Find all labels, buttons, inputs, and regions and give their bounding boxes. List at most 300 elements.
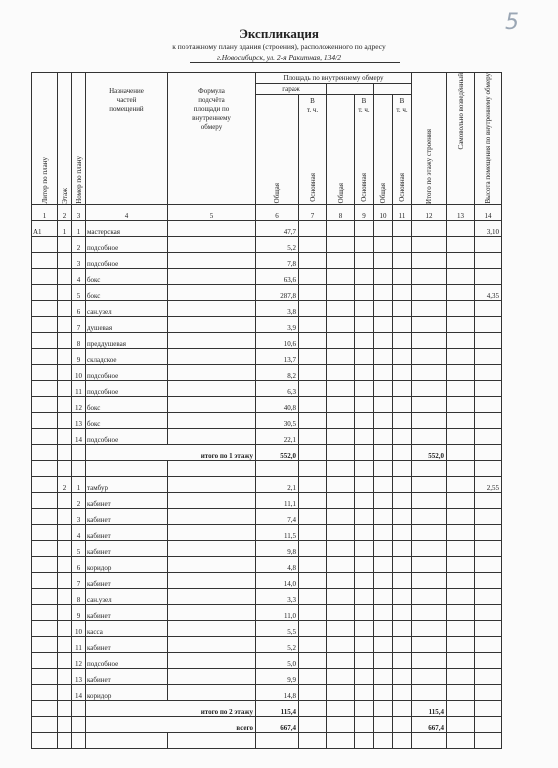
litera-cell <box>32 572 58 588</box>
floor-total-cell <box>412 556 447 572</box>
litera-cell <box>32 268 58 284</box>
table-row <box>32 620 502 636</box>
col-number: 5 <box>168 204 256 220</box>
header-garage: гараж <box>256 84 327 94</box>
empty-area-cell <box>355 316 374 332</box>
self-built-cell <box>447 428 475 444</box>
room-number-cell: 6 <box>72 556 86 572</box>
self-built-cell <box>447 620 475 636</box>
floor-total-cell <box>412 572 447 588</box>
col-number: 4 <box>86 204 168 220</box>
floor-cell <box>58 588 72 604</box>
empty-cell <box>374 732 393 748</box>
empty-area-cell <box>374 380 393 396</box>
floor-cell: 2 <box>58 476 72 492</box>
room-name-cell: коридор <box>86 556 168 572</box>
room-name-cell: бокс <box>86 396 168 412</box>
table-row <box>32 268 502 284</box>
empty-area-cell <box>299 364 327 380</box>
header-number: Номер по плану <box>74 155 83 204</box>
litera-cell <box>32 300 58 316</box>
formula-cell <box>168 572 256 588</box>
empty-area-cell <box>393 684 412 700</box>
floor-cell <box>58 236 72 252</box>
formula-cell <box>168 492 256 508</box>
empty-area-cell <box>393 476 412 492</box>
floor-total-cell <box>412 524 447 540</box>
empty-area-cell <box>327 428 355 444</box>
floor-total-cell <box>412 348 447 364</box>
empty-area-cell <box>374 444 393 460</box>
empty-area-cell <box>374 604 393 620</box>
empty-cell <box>86 460 168 476</box>
self-built-cell <box>447 684 475 700</box>
room-name-cell: тамбур <box>86 476 168 492</box>
room-name-cell: сан.узел <box>86 300 168 316</box>
room-number-cell: 10 <box>72 620 86 636</box>
empty-area-cell <box>355 412 374 428</box>
empty-area-cell <box>327 300 355 316</box>
height-cell <box>475 428 502 444</box>
height-cell <box>475 364 502 380</box>
empty-area-cell <box>374 332 393 348</box>
floor-cell <box>58 428 72 444</box>
total-area: 115,4 <box>256 700 299 716</box>
empty-area-cell <box>355 428 374 444</box>
header-self-built: Самовольно возведённый <box>456 73 465 150</box>
empty-area-cell <box>327 236 355 252</box>
area-total-cell: 3,9 <box>256 316 299 332</box>
floor1-total-row <box>32 444 502 460</box>
empty-area-cell <box>327 604 355 620</box>
empty-area-cell <box>393 636 412 652</box>
header-col-total-2: Общая <box>336 183 345 204</box>
height-cell <box>475 604 502 620</box>
empty-area-cell <box>374 668 393 684</box>
total-floor: 115,4 <box>412 700 447 716</box>
formula-cell <box>168 236 256 252</box>
area-total-cell: 22,1 <box>256 428 299 444</box>
empty-area-cell <box>355 620 374 636</box>
empty-area-cell <box>299 444 327 460</box>
empty-area-cell <box>355 716 374 732</box>
room-number-cell: 7 <box>72 572 86 588</box>
empty-cell <box>412 732 447 748</box>
table-row <box>32 300 502 316</box>
document-title: Экспликация <box>239 26 319 41</box>
empty-area-cell <box>327 684 355 700</box>
litera-cell <box>32 508 58 524</box>
formula-cell <box>168 556 256 572</box>
column-number-row <box>32 204 502 220</box>
empty-area-cell <box>299 284 327 300</box>
self-built-cell <box>447 284 475 300</box>
empty-cell <box>447 460 475 476</box>
empty-area-cell <box>299 492 327 508</box>
formula-cell <box>168 668 256 684</box>
room-number-cell: 12 <box>72 652 86 668</box>
area-total-cell: 9,9 <box>256 668 299 684</box>
empty-cell <box>72 460 86 476</box>
table-row <box>32 380 502 396</box>
table-row <box>32 636 502 652</box>
grand-total-row <box>32 716 502 732</box>
empty-area-cell <box>374 476 393 492</box>
room-name-cell: кабинет <box>86 540 168 556</box>
room-number-cell: 5 <box>72 540 86 556</box>
empty-area-cell <box>299 236 327 252</box>
self-built-cell <box>447 236 475 252</box>
area-total-cell: 13,7 <box>256 348 299 364</box>
empty-area-cell <box>355 556 374 572</box>
room-name-cell: кабинет <box>86 604 168 620</box>
table-row <box>32 396 502 412</box>
empty-area-cell <box>355 268 374 284</box>
header-purpose: Назначение частей помещений <box>86 73 168 205</box>
table-row <box>32 332 502 348</box>
area-total-cell: 9,8 <box>256 540 299 556</box>
table-row <box>32 412 502 428</box>
room-number-cell: 8 <box>72 332 86 348</box>
formula-cell <box>168 620 256 636</box>
floor-total-cell <box>412 236 447 252</box>
empty-cell <box>72 444 86 460</box>
room-name-cell: бокс <box>86 412 168 428</box>
col-number: 7 <box>299 204 327 220</box>
height-cell <box>475 396 502 412</box>
litera-cell <box>32 668 58 684</box>
litera-cell: А1 <box>32 220 58 236</box>
litera-cell <box>32 332 58 348</box>
address: г.Новосибирск, ул. 2-я Ракитная, 134/2 <box>217 53 341 62</box>
table-row <box>32 316 502 332</box>
floor-total-cell <box>412 428 447 444</box>
header-area-group: Площадь по внутреннему обмеру <box>256 73 412 84</box>
empty-cell <box>256 732 299 748</box>
table-row <box>32 588 502 604</box>
area-total-cell: 5,0 <box>256 652 299 668</box>
document-subtitle: к поэтажному плану здания (строения), расположенного по адресу <box>172 42 386 51</box>
self-built-cell <box>447 332 475 348</box>
area-total-cell: 7,8 <box>256 252 299 268</box>
empty-cell <box>32 444 58 460</box>
empty-area-cell <box>355 572 374 588</box>
room-name-cell: сан.узел <box>86 588 168 604</box>
room-number-cell: 4 <box>72 524 86 540</box>
floor-cell <box>58 652 72 668</box>
table-row <box>32 684 502 700</box>
area-total-cell: 14,0 <box>256 572 299 588</box>
empty-area-cell <box>393 668 412 684</box>
empty-area-cell <box>299 524 327 540</box>
empty-area-cell <box>374 284 393 300</box>
header-row-1 <box>32 73 502 84</box>
floor-cell <box>58 364 72 380</box>
empty-area-cell <box>393 268 412 284</box>
self-built-cell <box>447 508 475 524</box>
empty-area-cell <box>299 396 327 412</box>
empty-area-cell <box>327 508 355 524</box>
area-total-cell: 4,8 <box>256 556 299 572</box>
height-cell <box>475 348 502 364</box>
floor-cell <box>58 492 72 508</box>
floor-cell <box>58 556 72 572</box>
empty-area-cell <box>374 572 393 588</box>
floor-cell <box>58 508 72 524</box>
floor-cell <box>58 252 72 268</box>
self-built-cell <box>447 588 475 604</box>
empty-area-cell <box>327 492 355 508</box>
header-litera: Литер по плану <box>40 157 49 204</box>
empty-area-cell <box>355 492 374 508</box>
empty-cell <box>58 716 72 732</box>
empty-area-cell <box>299 716 327 732</box>
empty-cell <box>58 732 72 748</box>
room-name-cell: кабинет <box>86 492 168 508</box>
empty-area-cell <box>299 508 327 524</box>
empty-area-cell <box>355 332 374 348</box>
formula-cell <box>168 604 256 620</box>
room-name-cell: касса <box>86 620 168 636</box>
area-total-cell: 5,2 <box>256 236 299 252</box>
empty-area-cell <box>327 652 355 668</box>
floor-total-cell <box>412 364 447 380</box>
empty-cell <box>256 460 299 476</box>
empty-area-cell <box>327 540 355 556</box>
empty-area-cell <box>299 220 327 236</box>
empty-area-cell <box>374 684 393 700</box>
empty-cell <box>72 700 86 716</box>
empty-cell <box>299 460 327 476</box>
room-name-cell: кабинет <box>86 668 168 684</box>
height-cell <box>475 492 502 508</box>
empty-cell <box>58 700 72 716</box>
empty-area-cell <box>393 348 412 364</box>
room-name-cell: кабинет <box>86 508 168 524</box>
litera-cell <box>32 652 58 668</box>
empty-area-cell <box>299 252 327 268</box>
litera-cell <box>32 364 58 380</box>
empty-cell <box>355 460 374 476</box>
empty-area-cell <box>374 700 393 716</box>
empty-area-cell <box>393 444 412 460</box>
empty-area-cell <box>327 700 355 716</box>
explication-table <box>31 72 502 749</box>
empty-area-cell <box>393 556 412 572</box>
floor-total-cell <box>412 620 447 636</box>
empty-area-cell <box>299 620 327 636</box>
empty-area-cell <box>327 636 355 652</box>
area-total-cell: 2,1 <box>256 476 299 492</box>
col-number: 6 <box>256 204 299 220</box>
height-cell <box>475 508 502 524</box>
empty-area-cell <box>299 332 327 348</box>
blank-row <box>32 732 502 748</box>
empty-area-cell <box>393 316 412 332</box>
litera-cell <box>32 252 58 268</box>
header-col-total-3: Общая <box>379 183 387 204</box>
empty-area-cell <box>355 540 374 556</box>
empty-area-cell <box>299 540 327 556</box>
area-total-cell: 6,3 <box>256 380 299 396</box>
formula-cell <box>168 284 256 300</box>
area-total-cell: 63,6 <box>256 268 299 284</box>
area-total-cell: 5,5 <box>256 620 299 636</box>
table-row <box>32 604 502 620</box>
empty-cell <box>327 460 355 476</box>
floor-cell <box>58 284 72 300</box>
col-number: 2 <box>58 204 72 220</box>
floor-total-cell <box>412 396 447 412</box>
floor-total-cell <box>412 492 447 508</box>
empty-cell <box>299 732 327 748</box>
formula-cell <box>168 380 256 396</box>
total-area: 667,4 <box>256 716 299 732</box>
room-name-cell: преддушевая <box>86 332 168 348</box>
area-total-cell: 47,7 <box>256 220 299 236</box>
empty-cell <box>393 732 412 748</box>
table-row <box>32 252 502 268</box>
floor-cell <box>58 604 72 620</box>
area-total-cell: 8,2 <box>256 364 299 380</box>
empty-area-cell <box>393 300 412 316</box>
empty-cell <box>355 732 374 748</box>
header-col-main-1: Основная <box>308 172 317 202</box>
area-total-cell: 7,4 <box>256 508 299 524</box>
empty-area-cell <box>393 572 412 588</box>
empty-area-cell <box>374 396 393 412</box>
empty-area-cell <box>327 588 355 604</box>
area-total-cell: 3,3 <box>256 588 299 604</box>
floor-cell <box>58 620 72 636</box>
room-number-cell: 3 <box>72 508 86 524</box>
empty-area-cell <box>327 268 355 284</box>
height-cell <box>475 588 502 604</box>
header-empty-group-2 <box>374 84 412 94</box>
page-number: 5 <box>505 10 519 35</box>
self-built-cell <box>447 604 475 620</box>
empty-area-cell <box>374 716 393 732</box>
self-built-cell <box>447 252 475 268</box>
empty-area-cell <box>355 396 374 412</box>
room-number-cell: 3 <box>72 252 86 268</box>
formula-cell <box>168 364 256 380</box>
room-name-cell: подсобное <box>86 380 168 396</box>
empty-area-cell <box>327 364 355 380</box>
area-total-cell: 5,2 <box>256 636 299 652</box>
floor-cell <box>58 332 72 348</box>
total-label: итого по 1 этажу <box>86 444 256 460</box>
self-built-cell <box>447 636 475 652</box>
area-total-cell: 3,8 <box>256 300 299 316</box>
litera-cell <box>32 412 58 428</box>
empty-area-cell <box>393 492 412 508</box>
formula-cell <box>168 540 256 556</box>
floor-total-cell <box>412 412 447 428</box>
empty-area-cell <box>393 540 412 556</box>
litera-cell <box>32 636 58 652</box>
empty-cell <box>32 700 58 716</box>
litera-cell <box>32 492 58 508</box>
empty-area-cell <box>355 380 374 396</box>
litera-cell <box>32 380 58 396</box>
blank-row <box>32 460 502 476</box>
self-built-cell <box>447 268 475 284</box>
self-built-cell <box>447 396 475 412</box>
empty-area-cell <box>327 620 355 636</box>
height-cell: 2,55 <box>475 476 502 492</box>
col-number: 1 <box>32 204 58 220</box>
empty-cell <box>475 444 502 460</box>
empty-area-cell <box>299 348 327 364</box>
empty-area-cell <box>393 380 412 396</box>
empty-area-cell <box>327 444 355 460</box>
floor-total-cell <box>412 604 447 620</box>
header-floor: Этаж <box>60 187 69 204</box>
room-number-cell: 1 <box>72 220 86 236</box>
litera-cell <box>32 348 58 364</box>
litera-cell <box>32 556 58 572</box>
empty-area-cell <box>355 300 374 316</box>
room-number-cell: 9 <box>72 348 86 364</box>
header-empty-group-1 <box>327 84 374 94</box>
litera-cell <box>32 396 58 412</box>
litera-cell <box>32 604 58 620</box>
empty-area-cell <box>393 620 412 636</box>
height-cell <box>475 636 502 652</box>
floor-total-cell <box>412 508 447 524</box>
area-total-cell: 40,8 <box>256 396 299 412</box>
empty-area-cell <box>374 252 393 268</box>
empty-area-cell <box>393 524 412 540</box>
floor-total-cell <box>412 380 447 396</box>
floor-cell <box>58 380 72 396</box>
empty-area-cell <box>393 236 412 252</box>
empty-area-cell <box>299 476 327 492</box>
room-number-cell: 7 <box>72 316 86 332</box>
room-number-cell: 12 <box>72 396 86 412</box>
empty-cell <box>447 732 475 748</box>
formula-cell <box>168 684 256 700</box>
room-name-cell: коридор <box>86 684 168 700</box>
room-number-cell: 13 <box>72 668 86 684</box>
empty-area-cell <box>355 604 374 620</box>
empty-area-cell <box>393 332 412 348</box>
empty-area-cell <box>393 700 412 716</box>
table-row <box>32 476 502 492</box>
floor-cell <box>58 268 72 284</box>
empty-area-cell <box>393 396 412 412</box>
empty-area-cell <box>299 668 327 684</box>
room-number-cell: 2 <box>72 236 86 252</box>
table-row <box>32 540 502 556</box>
area-total-cell: 11,1 <box>256 492 299 508</box>
height-cell <box>475 524 502 540</box>
room-number-cell: 11 <box>72 636 86 652</box>
header-floor-total: Итого по этажу строения <box>425 128 433 204</box>
room-number-cell: 11 <box>72 380 86 396</box>
empty-area-cell <box>327 716 355 732</box>
header-height: Высота помещения по внутреннему обмеру <box>484 73 492 204</box>
empty-area-cell <box>374 588 393 604</box>
floor-total-cell <box>412 300 447 316</box>
total-label: всего <box>86 716 256 732</box>
formula-cell <box>168 348 256 364</box>
floor-total-cell <box>412 636 447 652</box>
header-col-total: Общая <box>273 183 281 204</box>
empty-area-cell <box>299 604 327 620</box>
col-number: 11 <box>393 204 412 220</box>
